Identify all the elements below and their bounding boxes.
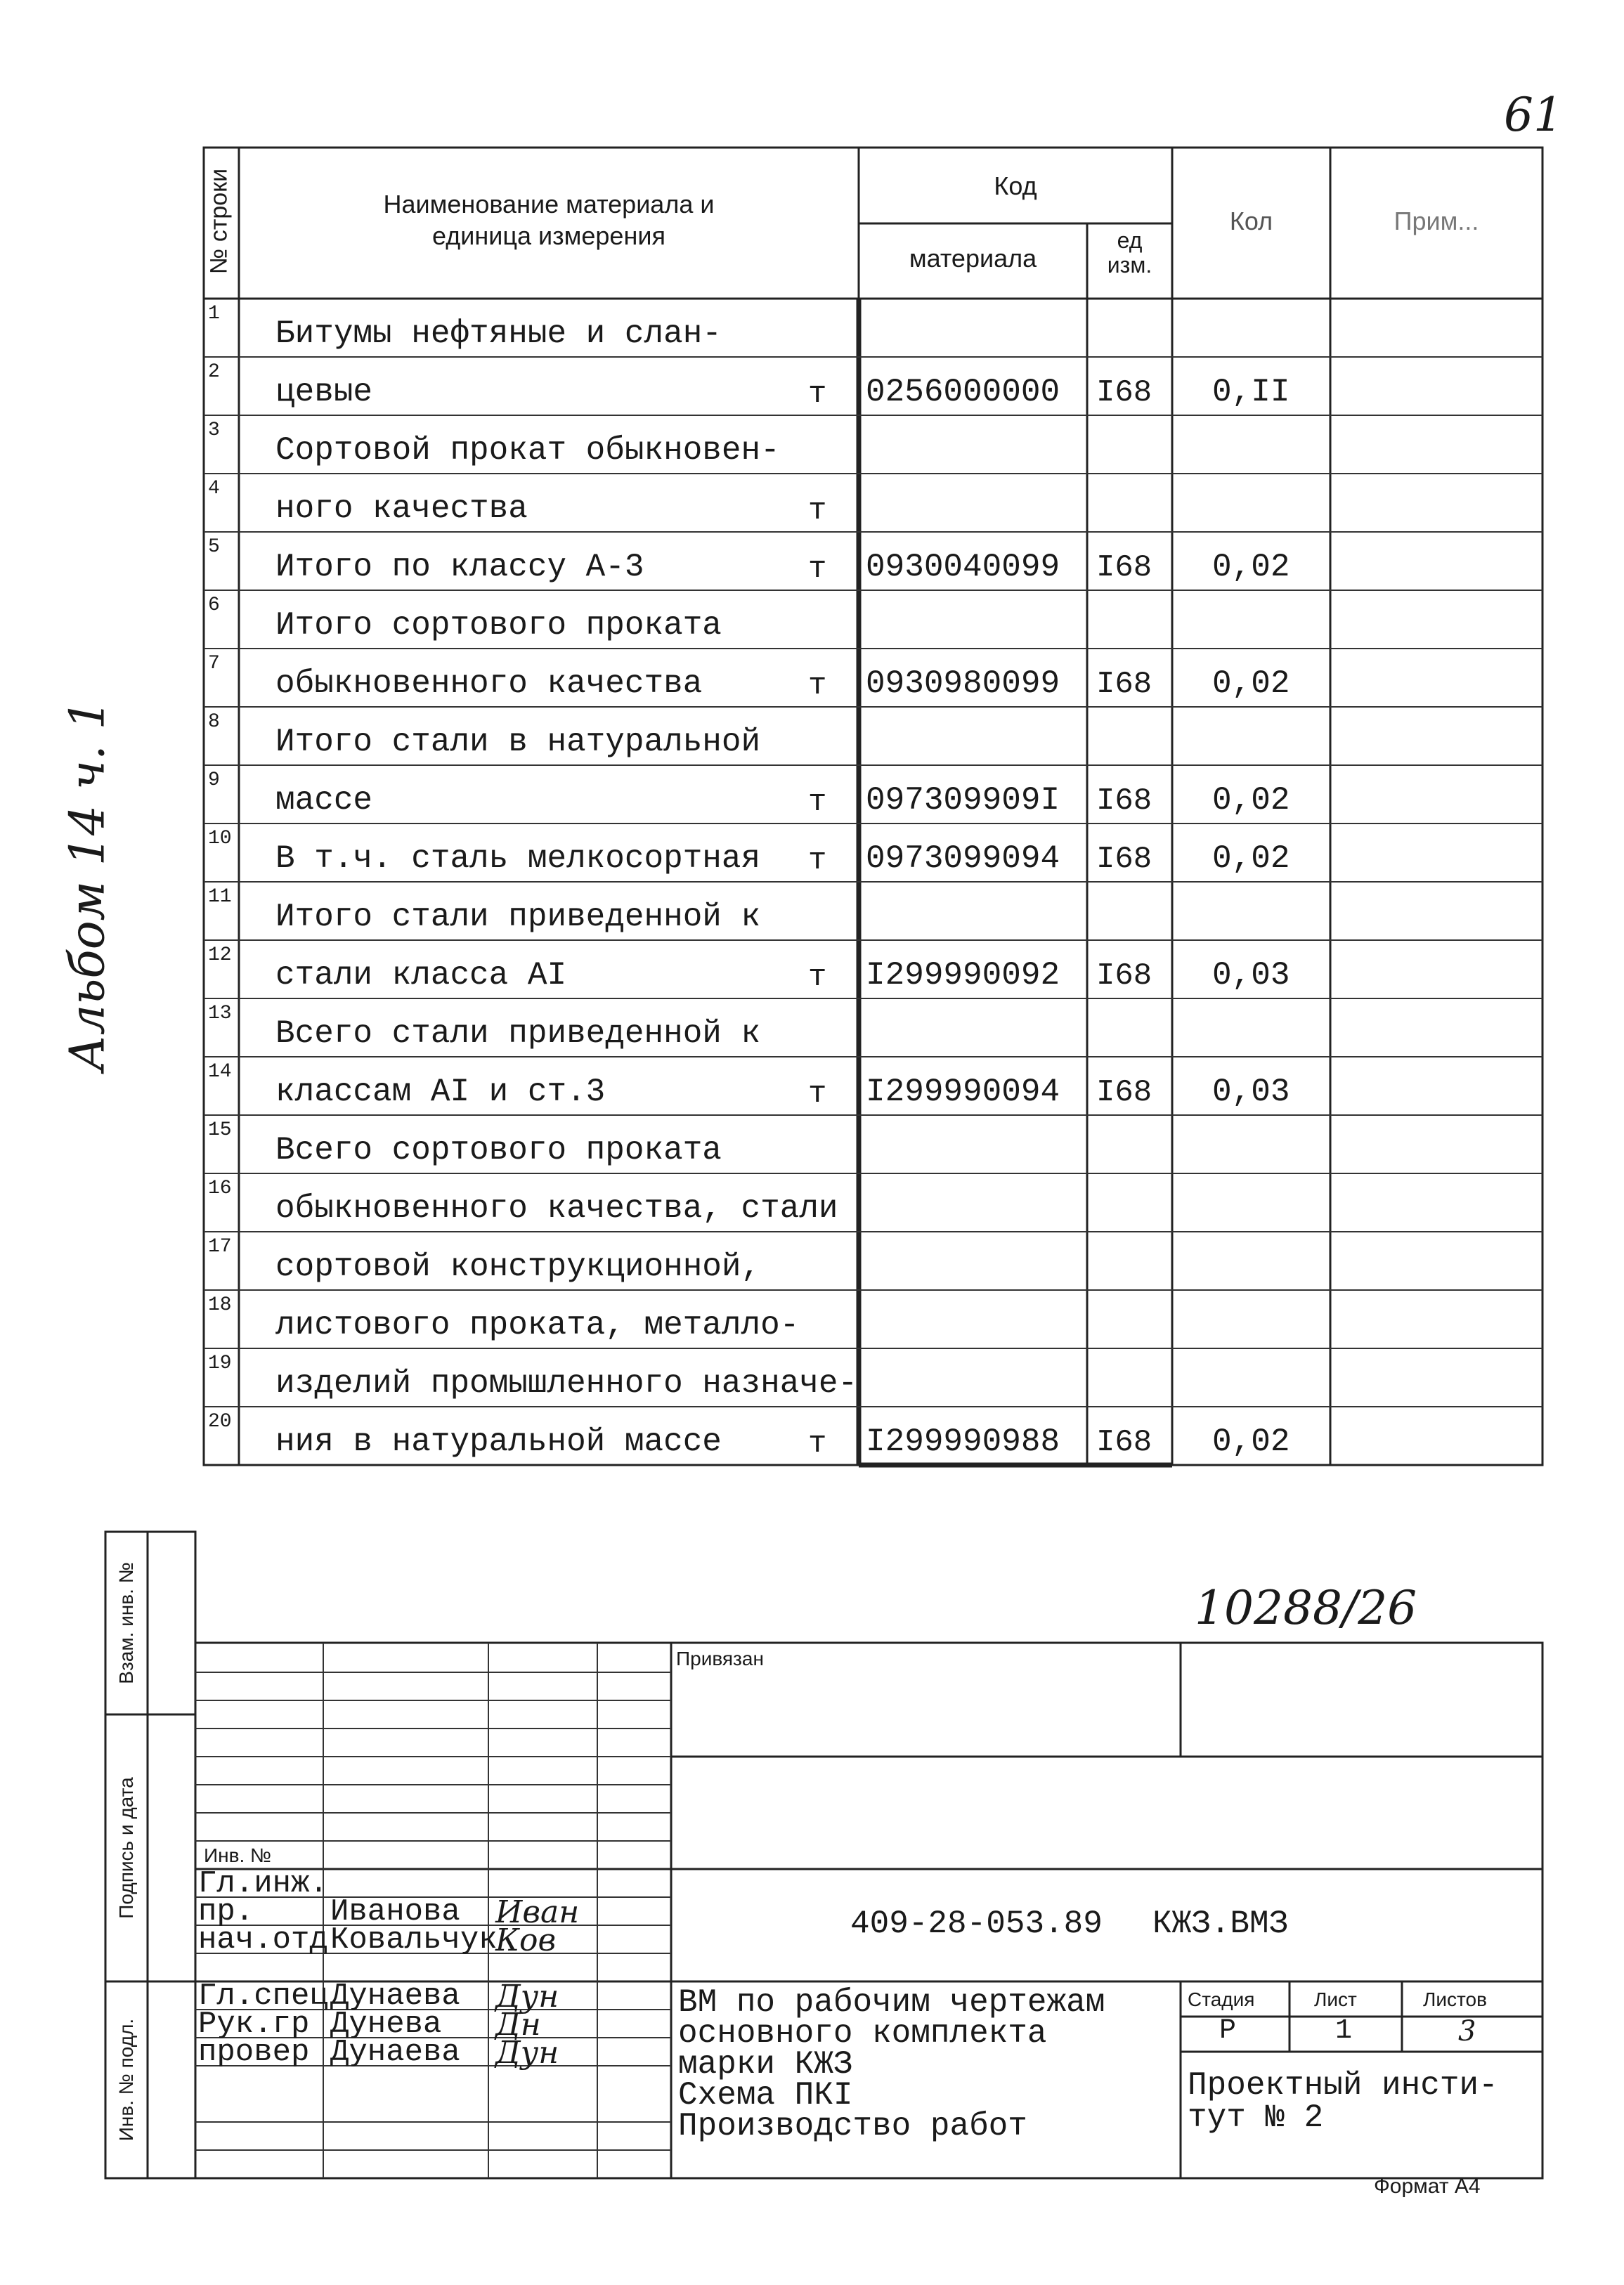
header-quantity: Кол <box>1229 207 1273 235</box>
role-title: пр. <box>198 1894 254 1929</box>
material-name: Битумы нефтяные и слан- <box>275 315 722 352</box>
format-label: Формат А4 <box>1374 2175 1481 2198</box>
table-row <box>0 357 1624 415</box>
material-name: классам AI и ст.3 <box>275 1074 606 1110</box>
material-name: обыкновенного качества <box>275 665 703 702</box>
unit-code: I68 <box>1096 1075 1152 1110</box>
material-name: Итого сортового проката <box>275 607 722 644</box>
role-title: Рук.гр <box>198 2007 310 2042</box>
material-name: листового проката, металло- <box>275 1307 800 1343</box>
title-privyazan: Привязан <box>676 1648 764 1669</box>
unit-code: I68 <box>1096 783 1152 819</box>
role-name: Дунаева <box>330 1979 460 2014</box>
unit-of-measure: т <box>808 377 827 412</box>
row-number: 7 <box>208 653 220 675</box>
unit-of-measure: т <box>808 960 827 995</box>
table-row <box>0 649 1624 707</box>
unit-code: I68 <box>1096 1425 1152 1460</box>
role-title: Гл.спец <box>198 1979 328 2014</box>
unit-code: I68 <box>1096 550 1152 585</box>
table-row <box>0 765 1624 823</box>
row-number: 15 <box>208 1119 232 1141</box>
material-name: ния в натуральной массе <box>275 1424 722 1460</box>
quantity: 0,03 <box>1212 957 1290 994</box>
quantity: 0,02 <box>1212 840 1290 877</box>
unit-code: I68 <box>1096 958 1152 994</box>
material-name: ного качества <box>275 490 528 527</box>
material-name: Итого по классу А-3 <box>275 549 644 585</box>
side-label-original-inv: Инв. № подл. <box>115 2018 137 2142</box>
role-name: Дунева <box>330 2007 442 2042</box>
row-number: 1 <box>208 303 220 325</box>
material-name: изделий промышленного назначе- <box>275 1365 858 1402</box>
title-description <box>678 1984 1105 2144</box>
description-line: Производство работ <box>678 2108 1027 2144</box>
material-code: 0973099094 <box>866 840 1060 877</box>
unit-code: I68 <box>1096 842 1152 877</box>
table-row <box>0 1290 1624 1348</box>
role-name: Ковальчук <box>330 1922 498 1958</box>
row-number: 9 <box>208 769 220 791</box>
role-title: нач.отд <box>198 1922 328 1958</box>
table-row <box>0 532 1624 590</box>
unit-of-measure: т <box>808 668 827 703</box>
header-material-name <box>239 188 859 252</box>
table-row <box>0 1407 1624 1465</box>
header-unit-line2: изм. <box>1107 252 1152 278</box>
title-sheets-label: Листов <box>1423 1988 1487 2010</box>
role-name: Иванова <box>330 1894 460 1929</box>
title-stage-label: Стадия <box>1188 1988 1255 2010</box>
role-title: Гл.инж. <box>198 1866 328 1901</box>
material-name: Всего стали приведенной к <box>275 1015 761 1052</box>
row-number: 11 <box>208 886 232 908</box>
table-row <box>0 1173 1624 1232</box>
table-row <box>0 474 1624 532</box>
row-number: 6 <box>208 594 220 616</box>
row-number: 16 <box>208 1178 232 1199</box>
material-name: цевые <box>275 374 373 410</box>
quantity: 0,02 <box>1212 782 1290 819</box>
table-row <box>0 707 1624 765</box>
registration-number: 10288/26 <box>1195 1581 1417 1635</box>
row-number: 5 <box>208 536 220 558</box>
quantity: 0,02 <box>1212 665 1290 702</box>
role-name: Дунаева <box>330 2035 460 2070</box>
row-number: 12 <box>208 944 232 966</box>
material-code: I299990094 <box>866 1074 1060 1110</box>
table-row <box>0 823 1624 882</box>
title-organization <box>1188 2069 1498 2134</box>
role-signature: Ков <box>495 1922 557 1958</box>
material-code: 097309909I <box>866 782 1060 819</box>
material-name: В т.ч. сталь мелкосортная <box>275 840 761 877</box>
unit-code: I68 <box>1096 667 1152 702</box>
unit-of-measure: т <box>808 1426 827 1462</box>
material-code: I299990988 <box>866 1424 1060 1460</box>
table-row <box>0 940 1624 998</box>
header-code-material: материала <box>909 244 1037 273</box>
header-code: Код <box>994 171 1037 200</box>
header-note: Прим... <box>1394 207 1479 235</box>
role-signature: Иван <box>495 1894 580 1930</box>
table-row <box>0 882 1624 940</box>
unit-of-measure: т <box>808 493 827 528</box>
quantity: 0,03 <box>1212 1074 1290 1110</box>
role-signature: Дн <box>495 2007 541 2043</box>
material-code: I299990092 <box>866 957 1060 994</box>
title-marks: КЖЗ.ВМЗ <box>1152 1906 1289 1942</box>
row-number: 20 <box>208 1411 232 1433</box>
page-number: 61 <box>1504 88 1563 142</box>
role-signature: Дун <box>495 1979 559 2014</box>
material-code: 0256000000 <box>866 374 1060 410</box>
description-line: основного комплекта <box>678 2015 1047 2052</box>
header-unit-line1: ед <box>1117 228 1143 253</box>
material-name: Всего сортового проката <box>275 1132 722 1168</box>
row-number: 19 <box>208 1353 232 1374</box>
title-sheet-label: Лист <box>1314 1988 1357 2010</box>
unit-of-measure: т <box>808 843 827 878</box>
row-number: 8 <box>208 711 220 733</box>
quantity: 0,II <box>1212 374 1290 410</box>
unit-of-measure: т <box>808 552 827 587</box>
title-stage-value: Р <box>1219 2015 1237 2047</box>
description-line: марки КЖЗ <box>678 2046 853 2083</box>
material-name: Итого стали приведенной к <box>275 899 761 935</box>
header-code-unit <box>1087 228 1172 278</box>
side-label-replacement-inv: Взам. инв. № <box>115 1562 137 1684</box>
side-label-signature-date: Подпись и дата <box>115 1777 137 1919</box>
header-name-line2: единица измерения <box>432 221 665 250</box>
material-code: 0930040099 <box>866 549 1060 585</box>
album-note: Альбом 14 ч. 1 <box>60 699 116 1072</box>
material-name: стали класса AI <box>275 957 567 994</box>
title-sheets-value: 3 <box>1458 2015 1476 2048</box>
organization-line: Проектный инсти- <box>1188 2067 1498 2104</box>
material-name: Сортовой прокат обыкновен- <box>275 432 780 469</box>
unit-of-measure: т <box>808 1076 827 1112</box>
quantity: 0,02 <box>1212 1424 1290 1460</box>
role-title: провер <box>198 2035 310 2070</box>
title-document-code: 409-28-053.89 <box>850 1906 1103 1942</box>
unit-of-measure: т <box>808 785 827 820</box>
row-number: 14 <box>208 1061 232 1083</box>
row-number: 2 <box>208 361 220 383</box>
material-name: Итого стали в натуральной <box>275 724 761 760</box>
row-number: 13 <box>208 1003 232 1024</box>
table-row <box>0 1348 1624 1407</box>
table-row <box>0 1057 1624 1115</box>
row-number: 10 <box>208 828 232 849</box>
table-row <box>0 415 1624 474</box>
description-line: ВМ по рабочим чертежам <box>678 1984 1105 2021</box>
row-number: 3 <box>208 419 220 441</box>
material-name: массе <box>275 782 373 819</box>
table-row <box>0 590 1624 649</box>
material-name: сортовой конструкционной, <box>275 1249 761 1285</box>
row-number: 18 <box>208 1294 232 1316</box>
role-signature: Дун <box>495 2035 559 2071</box>
quantity: 0,02 <box>1212 549 1290 585</box>
material-code: 0930980099 <box>866 665 1060 702</box>
header-row-number: № строки <box>205 168 233 275</box>
table-row <box>0 998 1624 1057</box>
table-row <box>0 1115 1624 1173</box>
row-number: 4 <box>208 478 220 500</box>
description-line: Схема ПКI <box>678 2077 853 2114</box>
material-name: обыкновенного качества, стали <box>275 1190 838 1227</box>
table-row <box>0 1232 1624 1290</box>
header-name-line1: Наименование материала и <box>383 190 715 219</box>
row-number: 17 <box>208 1236 232 1258</box>
title-sheet-value: 1 <box>1335 2015 1353 2047</box>
unit-code: I68 <box>1096 375 1152 410</box>
organization-line: тут № 2 <box>1188 2100 1324 2136</box>
table-row <box>0 299 1624 357</box>
title-inventory-no: Инв. № <box>204 1844 272 1866</box>
